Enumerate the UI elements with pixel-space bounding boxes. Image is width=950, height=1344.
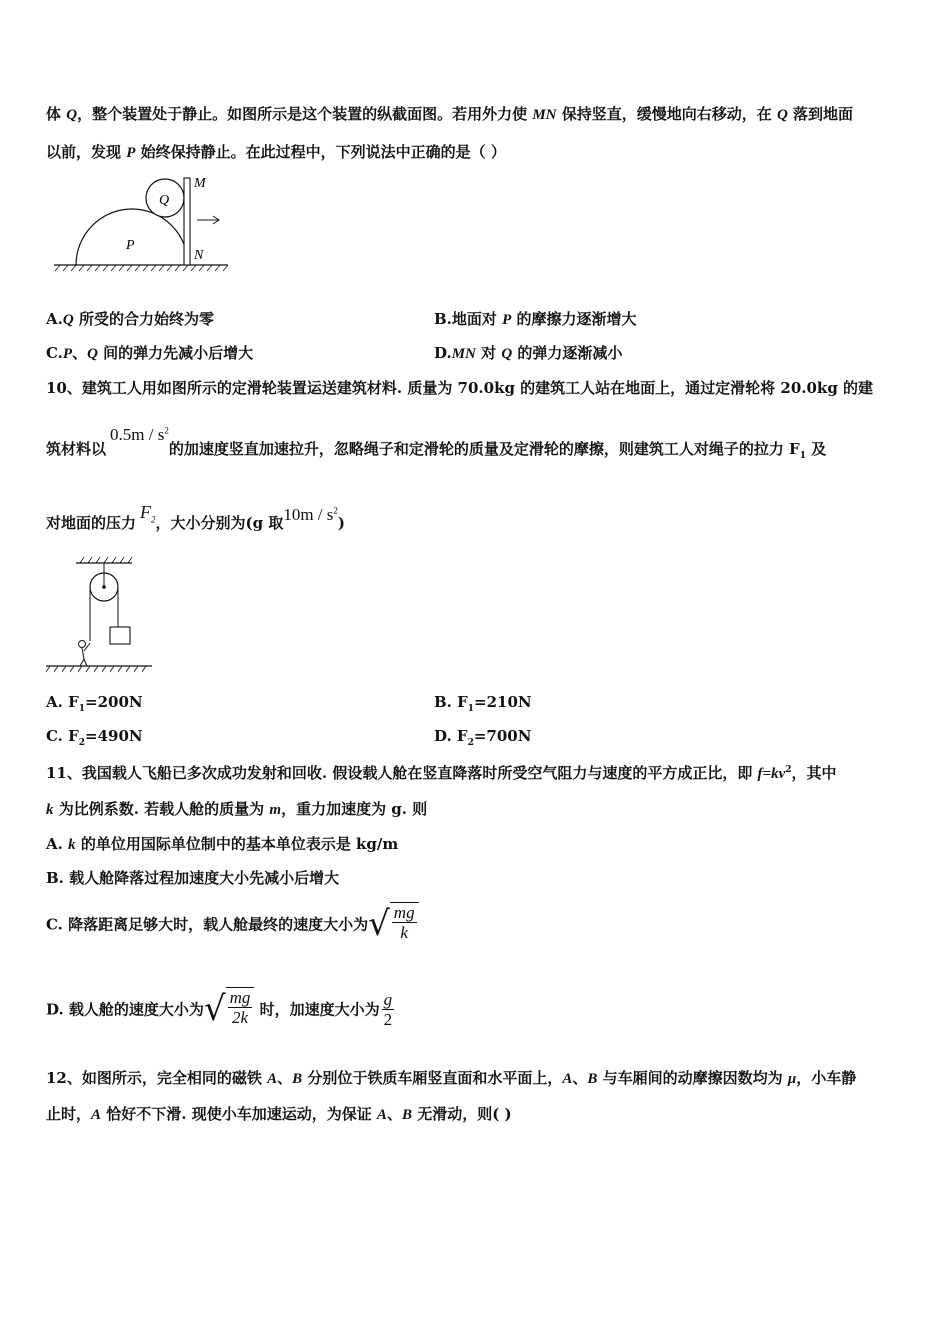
text: D. F bbox=[434, 727, 468, 745]
text: 为比例系数. 若载人舱的质量为 bbox=[53, 800, 270, 818]
text: 及 bbox=[805, 440, 827, 458]
var-k: k bbox=[46, 802, 54, 818]
q10-option-d[interactable] bbox=[434, 727, 531, 748]
q10-option-c[interactable] bbox=[46, 727, 143, 748]
radicand bbox=[226, 987, 255, 1031]
text: 所受的合力始终为零 bbox=[73, 310, 214, 328]
var-b: B bbox=[401, 1107, 412, 1123]
radical-sign: √ bbox=[368, 904, 390, 944]
label-n: N bbox=[194, 248, 204, 263]
text: 、 bbox=[277, 1069, 293, 1087]
denominator: k bbox=[400, 923, 408, 942]
text: 的加速度竖直加速拉升，忽略绳子和定滑轮的质量及定滑轮的摩擦，则建筑工人对绳子的拉力 F bbox=[168, 440, 800, 458]
text: B. F bbox=[434, 693, 468, 711]
text: 止时， bbox=[46, 1105, 92, 1123]
g-value bbox=[283, 505, 338, 524]
q12-line-2 bbox=[46, 1103, 512, 1124]
var-p: P bbox=[126, 145, 136, 161]
q9-option-d[interactable] bbox=[434, 342, 622, 363]
text: 的弹力逐渐减小 bbox=[512, 344, 623, 362]
accel-value bbox=[110, 425, 169, 444]
text: 恰好不下滑. 现使小车加速运动，为保证 bbox=[101, 1105, 377, 1123]
var-k: k bbox=[68, 837, 76, 853]
label-p: P bbox=[126, 238, 135, 253]
text: 对 bbox=[475, 344, 502, 362]
var-p: P bbox=[62, 346, 73, 362]
var-a: A bbox=[376, 1107, 387, 1123]
var-q: Q bbox=[66, 107, 78, 123]
sub: 2 bbox=[151, 514, 156, 525]
text: ，其中 bbox=[791, 764, 837, 782]
numerator: mg bbox=[393, 903, 415, 922]
fraction bbox=[228, 988, 253, 1027]
sup: 2 bbox=[164, 425, 169, 436]
text: 筑材料以 bbox=[46, 440, 107, 458]
sqrt-mg-over-k bbox=[368, 902, 418, 946]
q10-line-2 bbox=[46, 425, 827, 461]
text: 的单位用国际单位制中的基本单位表示是 kg/m bbox=[75, 835, 399, 853]
text: 对地面的压力 bbox=[46, 514, 137, 532]
fraction bbox=[392, 903, 417, 942]
text: 落到地面 bbox=[787, 105, 854, 123]
var-q: Q bbox=[776, 107, 788, 123]
denominator: 2 bbox=[383, 1009, 393, 1029]
q9-figure bbox=[50, 170, 240, 275]
text: C. 降落距离足够大时，载人舱最终的速度大小为 bbox=[46, 915, 369, 934]
f2-symbol bbox=[140, 502, 156, 525]
text: D. bbox=[434, 344, 452, 362]
text: 、 bbox=[386, 1105, 402, 1123]
formula: f=kv bbox=[757, 766, 786, 782]
text: =210N bbox=[474, 693, 532, 711]
q9-line-1 bbox=[46, 103, 853, 124]
sup: 2 bbox=[333, 505, 338, 516]
q11-option-a[interactable] bbox=[46, 833, 398, 854]
label-q: Q bbox=[159, 193, 170, 208]
q9-option-c[interactable] bbox=[46, 342, 253, 363]
text: =490N bbox=[85, 727, 143, 745]
var-q: Q bbox=[87, 346, 98, 362]
var-a: A bbox=[562, 1071, 573, 1087]
sqrt-mg-over-2k bbox=[204, 987, 254, 1031]
q10-figure bbox=[44, 555, 159, 680]
text: 10m / s bbox=[283, 505, 334, 524]
text: 间的弹力先减小后增大 bbox=[97, 344, 254, 362]
text: D. 载人舱的速度大小为 bbox=[46, 1000, 204, 1019]
sup: 2 bbox=[785, 765, 792, 775]
var-b: B bbox=[292, 1071, 303, 1087]
q9-option-b[interactable] bbox=[434, 308, 637, 329]
sub: 1 bbox=[78, 704, 85, 714]
text: =200N bbox=[85, 693, 143, 711]
text: 与车厢间的动摩擦因数均为 bbox=[597, 1069, 788, 1087]
q10-option-a[interactable] bbox=[46, 693, 143, 714]
radical-sign: √ bbox=[203, 989, 226, 1029]
sub: 1 bbox=[467, 704, 475, 714]
text: 12、如图所示，完全相同的磁铁 bbox=[46, 1069, 268, 1087]
text: 以前，发现 bbox=[46, 143, 127, 161]
text: ，重力加速度为 g. 则 bbox=[281, 800, 428, 818]
var-mn: MN bbox=[532, 107, 557, 123]
fraction-g-over-2 bbox=[382, 990, 395, 1029]
var-a: A bbox=[91, 1107, 102, 1123]
text: 体 bbox=[46, 105, 67, 123]
text: ，小车静 bbox=[796, 1069, 857, 1087]
text: 无滑动，则( ) bbox=[411, 1105, 512, 1123]
denominator: 2k bbox=[231, 1008, 248, 1027]
text: C. F bbox=[46, 727, 79, 745]
var-mn: MN bbox=[451, 346, 476, 362]
q9-option-a[interactable] bbox=[46, 308, 214, 329]
text: 分别位于铁质车厢竖直面和水平面上， bbox=[302, 1069, 563, 1087]
var-a: A bbox=[267, 1071, 278, 1087]
var-p: P bbox=[502, 312, 512, 328]
label-m: M bbox=[194, 176, 206, 191]
radicand bbox=[390, 902, 419, 946]
text: ，大小分别为(g 取 bbox=[155, 514, 284, 532]
text: =700N bbox=[473, 727, 532, 745]
text: 11、我国载人飞船已多次成功发射和回收. 假设载人舱在竖直降落时所受空气阻力与速度的平方成正比，即 bbox=[46, 764, 758, 782]
q10-option-b[interactable] bbox=[434, 693, 532, 714]
q11-option-b[interactable]: B. 载人舱降落过程加速度大小先减小后增大 bbox=[46, 869, 340, 887]
text: A. bbox=[46, 310, 63, 328]
sub: 2 bbox=[467, 738, 474, 748]
q10-line-3 bbox=[46, 502, 345, 535]
numerator: mg bbox=[229, 988, 251, 1007]
sub: 2 bbox=[78, 738, 86, 748]
text: 保持竖直，缓慢地向右移动，在 bbox=[556, 105, 777, 123]
text: 时，加速度大小为 bbox=[254, 1000, 380, 1019]
var-q: Q bbox=[62, 312, 74, 328]
sub: 1 bbox=[799, 451, 806, 461]
q12-line-1 bbox=[46, 1067, 856, 1088]
text: C. bbox=[46, 344, 63, 362]
var-q: Q bbox=[501, 346, 513, 362]
var-mu: μ bbox=[787, 1071, 797, 1087]
text: 、 bbox=[572, 1069, 588, 1087]
text: ，整个装置处于静止。如图所示是这个装置的纵截面图。若用外力使 bbox=[77, 105, 533, 123]
text: A. F bbox=[46, 693, 79, 711]
text: A. bbox=[46, 835, 69, 853]
text: 0.5m / s bbox=[110, 425, 165, 444]
numerator: g bbox=[383, 989, 393, 1009]
text: 的摩擦力逐渐增大 bbox=[511, 310, 637, 328]
q9-line-2 bbox=[46, 141, 506, 162]
var-b: B bbox=[587, 1071, 598, 1087]
text: 始终保持静止。在此过程中，下列说法中正确的是（ ） bbox=[135, 143, 506, 161]
q11-option-d[interactable] bbox=[46, 987, 394, 1031]
text: B.地面对 bbox=[434, 310, 503, 328]
text: ) bbox=[337, 514, 345, 532]
text: 、 bbox=[72, 344, 88, 362]
text: F bbox=[140, 502, 152, 522]
q11-line-1 bbox=[46, 762, 837, 783]
q11-line-2 bbox=[46, 798, 427, 819]
q11-option-c[interactable] bbox=[46, 902, 419, 946]
q10-line-1: 10、建筑工人用如图所示的定滑轮装置运送建筑材料. 质量为 70.0kg 的建筑工人站在地面上，通过定滑轮将 20.0kg 的建 bbox=[46, 379, 874, 397]
var-m: m bbox=[269, 802, 282, 818]
